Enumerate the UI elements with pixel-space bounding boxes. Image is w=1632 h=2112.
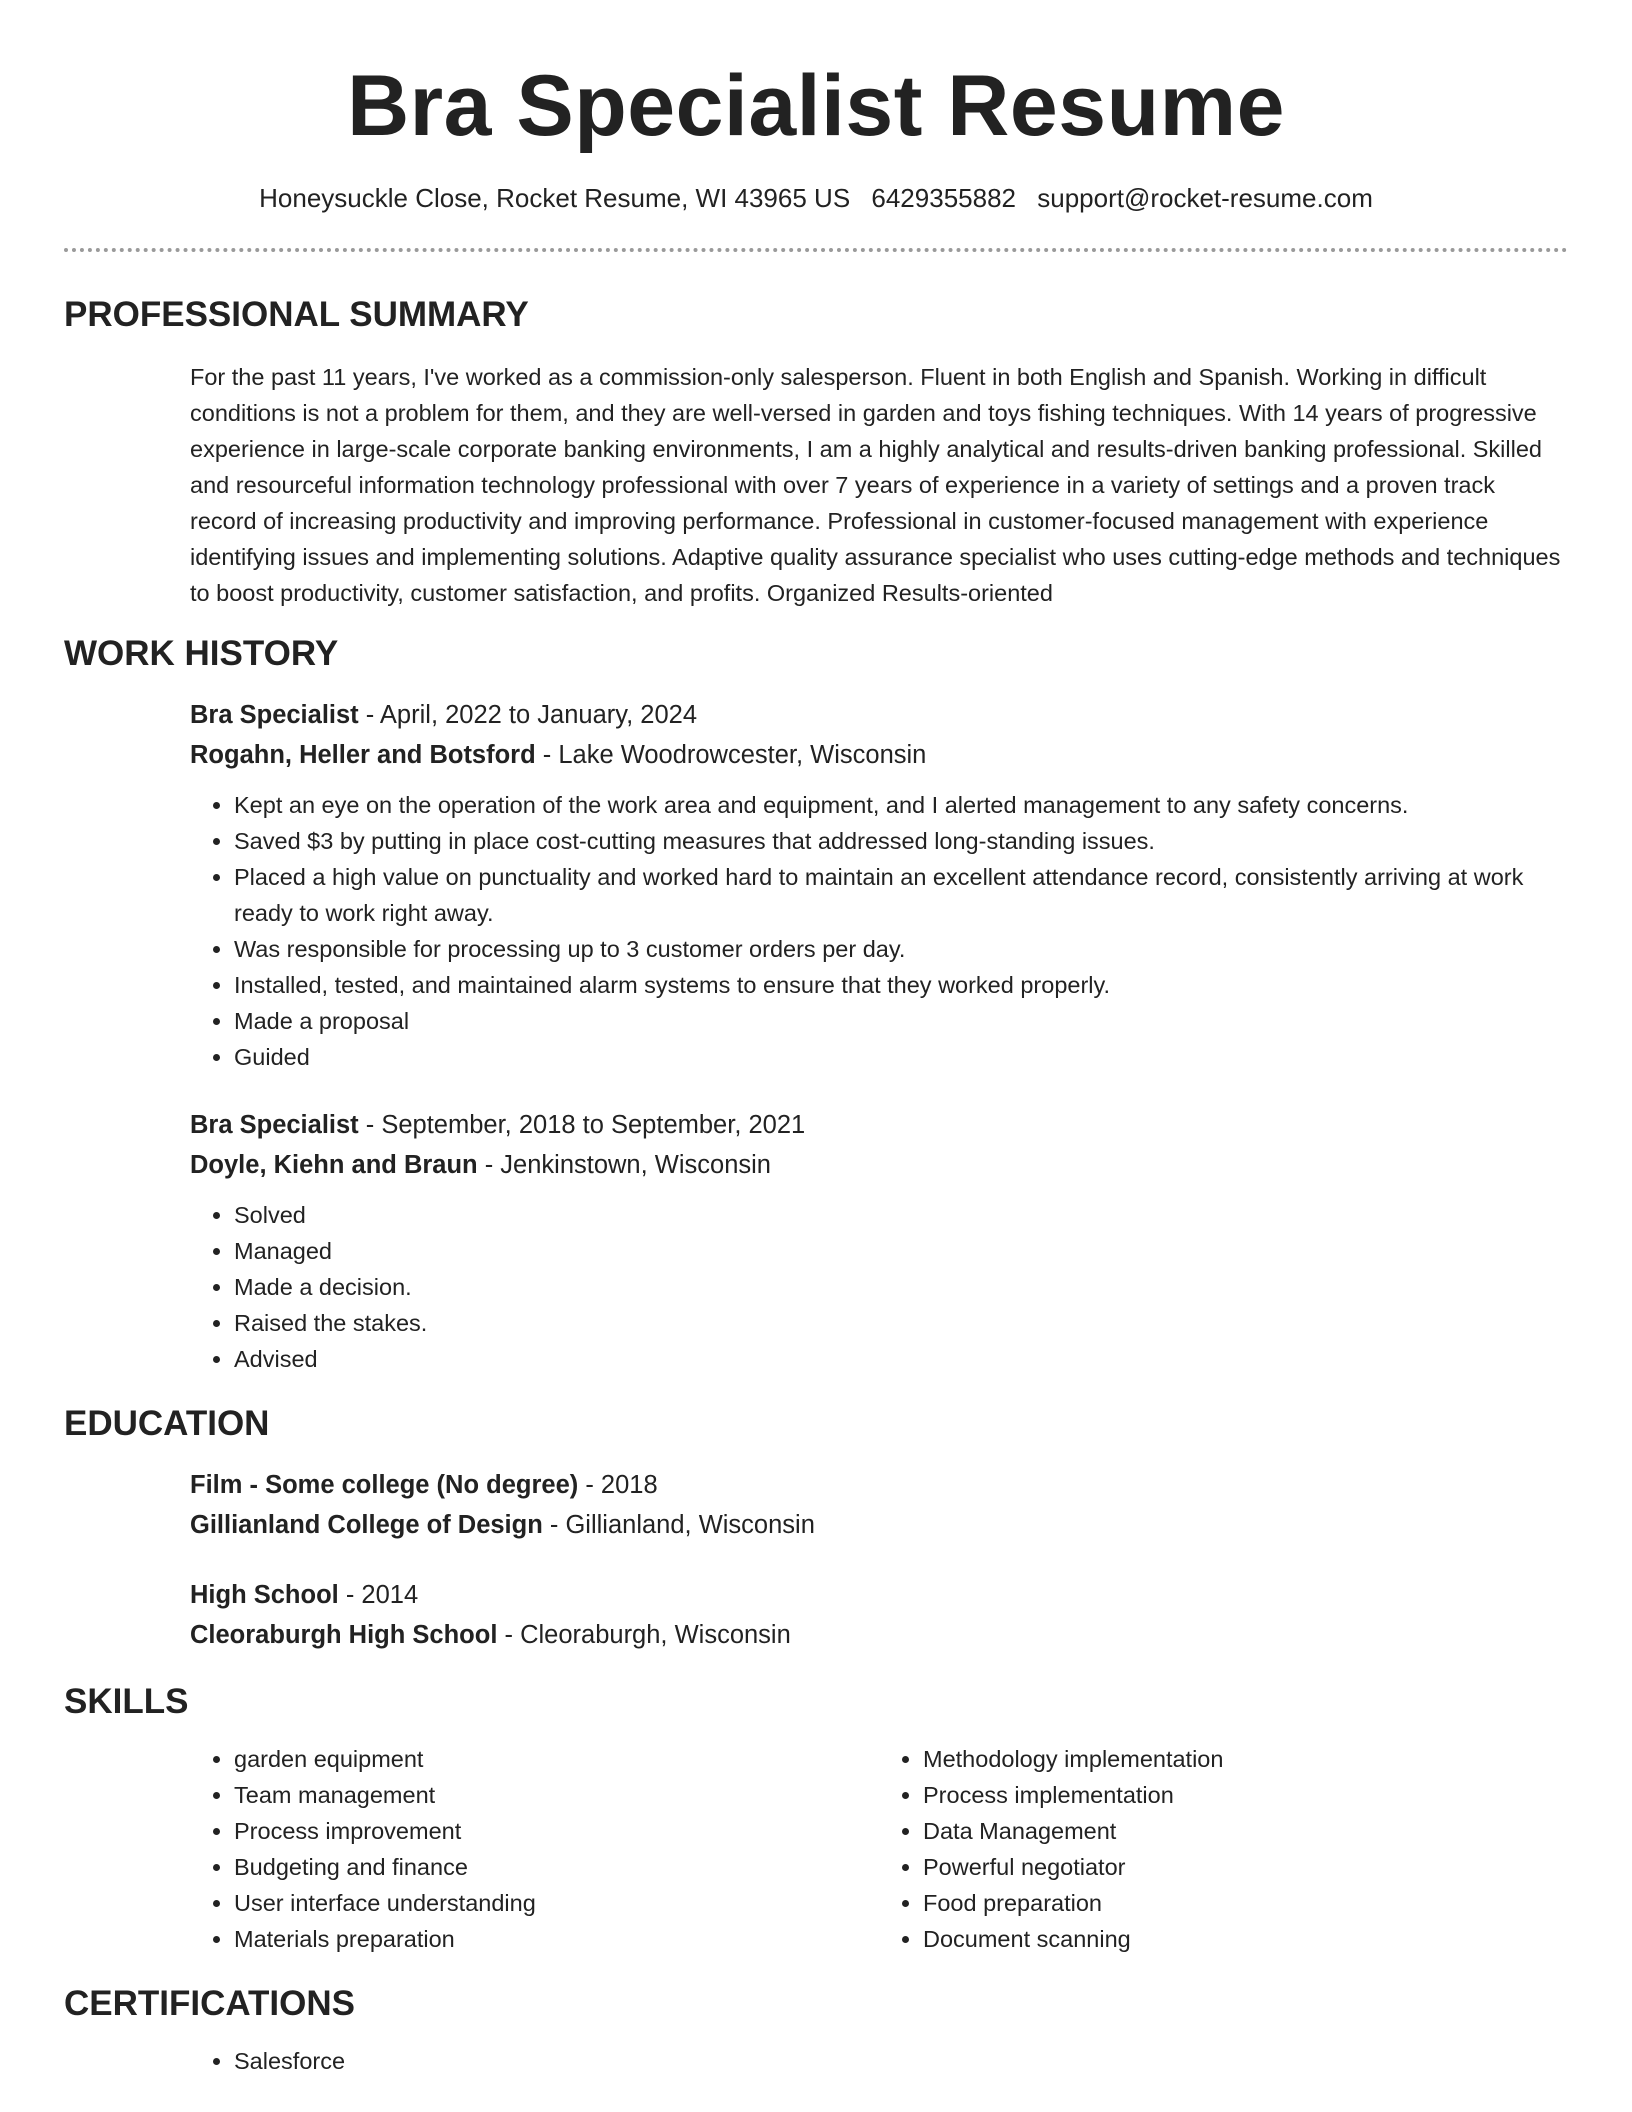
education-entry (64, 1575, 1568, 1655)
job-entry (64, 695, 1568, 1075)
list-item: • Managed (234, 1233, 1568, 1269)
skills-list-right (879, 1741, 1568, 1957)
section-title-skills: SKILLS (64, 1682, 189, 1721)
list-item: • Document scanning (923, 1921, 1568, 1957)
list-item: • Made a proposal (234, 1003, 1568, 1039)
education-school-line (190, 1615, 1568, 1655)
education-school: Gillianland College of Design (190, 1511, 543, 1539)
list-item: • User interface understanding (234, 1885, 879, 1921)
job-company: Rogahn, Heller and Botsford (190, 741, 536, 769)
education-location: - Gillianland, Wisconsin (542, 1511, 815, 1539)
list-item: • Solved (234, 1197, 1568, 1233)
education-school-line (190, 1505, 1568, 1545)
section-title-certifications: CERTIFICATIONS (64, 1984, 356, 2023)
list-item: • garden equipment (234, 1741, 879, 1777)
list-item: • Process improvement (234, 1813, 879, 1849)
resume-page (64, 0, 1568, 2079)
email-text: support@rocket-resume.com (1037, 183, 1373, 213)
certifications-block (64, 2043, 1568, 2079)
job-title: Bra Specialist (190, 1111, 359, 1139)
address-text: Honeysuckle Close, Rocket Resume, WI 43965 US (259, 183, 851, 213)
list-item: • Installed, tested, and maintained alarm systems to ensure that they worked properly. (234, 967, 1568, 1003)
summary-text: For the past 11 years, I've worked as a commission-only salesperson. Fluent in both English and Spanish. Working in difficult conditions is not a problem for them, and they are well-versed in garden and toys fishing techniques. With 14 years of progressive experience in large-scale corporate banking environments, I am a highly analytical and results-driven banking professional. Skilled and resourceful information technology professional with over 7 years of experience in a variety of settings and a proven track record of increasing productivity and improving performance. Professional in customer-focused management with experience identifying issues and implementing solutions. Adaptive quality assurance specialist who uses cutting-edge methods and techniques to boost productivity, customer satisfaction, and profits. Organized Results-oriented (190, 364, 1561, 606)
skills-list-left (190, 1741, 879, 1957)
list-item: • Made a decision. (234, 1269, 1568, 1305)
contact-line (64, 182, 1568, 214)
education-year: - 2014 (338, 1581, 419, 1609)
education-entry (64, 1465, 1568, 1545)
education-school: Cleoraburgh High School (190, 1621, 498, 1649)
education-degree-line (190, 1465, 1568, 1505)
job-location: - Lake Woodrowcester, Wisconsin (535, 741, 927, 769)
certifications-list (190, 2043, 1568, 2079)
list-item: • Raised the stakes. (234, 1305, 1568, 1341)
job-duties-list (190, 1197, 1568, 1377)
section-title-work-history: WORK HISTORY (64, 634, 339, 673)
job-company-line (190, 735, 1568, 775)
education-year: - 2018 (578, 1471, 658, 1499)
section-title-education: EDUCATION (64, 1404, 270, 1443)
education-degree: High School (190, 1581, 339, 1609)
education-degree-line (190, 1575, 1568, 1615)
job-title: Bra Specialist (190, 701, 359, 729)
list-item: • Data Management (923, 1813, 1568, 1849)
list-item: • Powerful negotiator (923, 1849, 1568, 1885)
list-item: • Placed a high value on punctuality and worked hard to maintain an excellent attendance record, consistently arriving at work ready to work right away. (234, 859, 1568, 931)
list-item: • Food preparation (923, 1885, 1568, 1921)
list-item: • Salesforce (234, 2043, 1568, 2079)
list-item: • Advised (234, 1341, 1568, 1377)
summary-block (64, 359, 1568, 611)
list-item: • Team management (234, 1777, 879, 1813)
section-title-summary: PROFESSIONAL SUMMARY (64, 295, 529, 334)
job-title-line (190, 1105, 1568, 1145)
job-title-line (190, 695, 1568, 735)
list-item: • Budgeting and finance (234, 1849, 879, 1885)
job-entry (64, 1105, 1568, 1377)
resume-title: Bra Specialist Resume (347, 58, 1285, 154)
job-dates: - April, 2022 to January, 2024 (358, 701, 697, 729)
skills-columns (64, 1741, 1568, 1957)
list-item: • Methodology implementation (923, 1741, 1568, 1777)
list-item: • Was responsible for processing up to 3 customer orders per day. (234, 931, 1568, 967)
education-degree: Film - Some college (No degree) (190, 1471, 579, 1499)
education-location: - Cleoraburgh, Wisconsin (497, 1621, 791, 1649)
job-dates: - September, 2018 to September, 2021 (358, 1111, 806, 1139)
header-divider (64, 248, 1568, 252)
job-duties-list (190, 787, 1568, 1075)
job-location: - Jenkinstown, Wisconsin (477, 1151, 771, 1179)
phone-text: 6429355882 (871, 183, 1016, 213)
list-item: • Saved $3 by putting in place cost-cutting measures that addressed long-standing issues. (234, 823, 1568, 859)
list-item: • Materials preparation (234, 1921, 879, 1957)
job-company-line (190, 1145, 1568, 1185)
list-item: • Process implementation (923, 1777, 1568, 1813)
job-company: Doyle, Kiehn and Braun (190, 1151, 478, 1179)
list-item: • Guided (234, 1039, 1568, 1075)
list-item: • Kept an eye on the operation of the work area and equipment, and I alerted management to any safety concerns. (234, 787, 1568, 823)
